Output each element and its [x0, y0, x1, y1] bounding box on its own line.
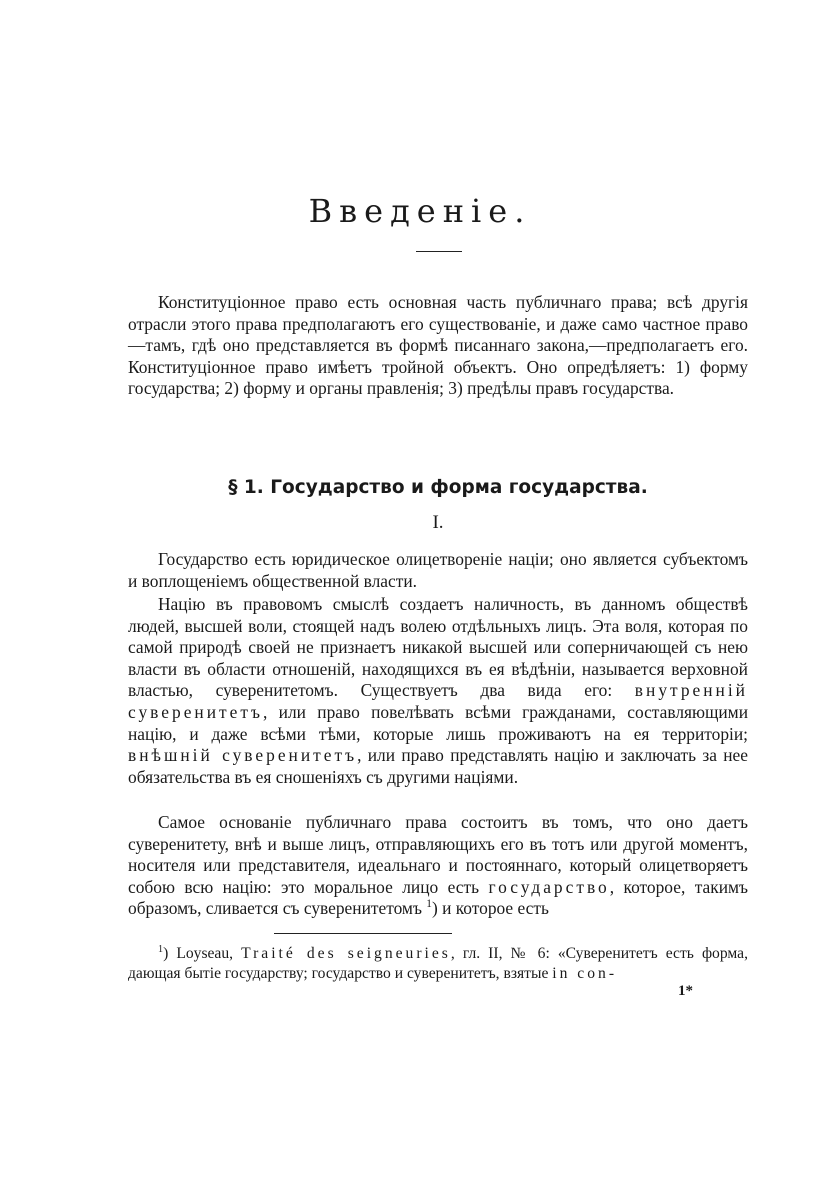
footnote-marker: 1 — [158, 943, 164, 955]
paragraph-2-part-a: Націю въ правовомъ смыслѣ создаетъ наличность, въ данномъ обществѣ людей, высшей воли, стоящей надъ волею отдѣльныхъ лицъ. Эта воля, которая по самой природѣ своей не признаетъ никакой высшей или соперничающей съ нею власти въ области отношеній, находящихся въ ея вѣдѣніи, называется верховной властью, суверенитетомъ. Существуетъ два вида его: — [128, 594, 748, 701]
term-state: государство — [488, 876, 610, 897]
footnote-part-b: , гл. II, № 6: «Суверенитетъ есть форма, дающая бытіе государству; государство и суверенитетъ, взятые — [128, 945, 748, 982]
footnote-book-title: Traité des seigneuries — [241, 945, 451, 962]
paragraph-3-part-b: , которое, такимъ образомъ, сливается съ суверенитетомъ — [128, 876, 748, 919]
term-internal-sovereignty: внутренній суверенитетъ — [128, 680, 748, 722]
paragraph-2-part-c: , или право представлять націю и заключать за нее обязательства въ ея сношеніяхъ съ другими націями. — [128, 745, 748, 787]
paragraph-3-part-a: Самое основаніе публичнаго права состоитъ въ томъ, что оно даетъ суверенитету, внѣ и выше лицъ, отправляющихъ его въ тотъ или другой моментъ, носителя или представителя, идеальнаго и постояннаго, который олицетворяетъ собою всю націю: это моральное лицо есть — [128, 812, 748, 897]
printer-signature-mark: 1* — [678, 983, 693, 999]
term-external-sovereignty: внѣшній суверенитетъ — [128, 745, 358, 766]
paragraph-2-part-b: , или право повелѣвать всѣми гражданами, составляющими націю, и даже всѣми тѣми, которые лишь проживаютъ на ея территоріи; — [128, 701, 748, 744]
footnote-reference[interactable]: 1 — [426, 898, 432, 911]
footnote-latin-term: in con- — [552, 965, 618, 982]
footnote-part-a: ) Loyseau, — [163, 945, 242, 962]
section-heading: § 1. Государство и форма государства. — [228, 477, 648, 498]
paragraph-3 — [128, 812, 748, 920]
footnote — [128, 944, 748, 984]
footnote-separator — [274, 933, 452, 934]
paragraph-2 — [128, 594, 748, 788]
intro-paragraph: Конституціонное право есть основная часть публичнаго права; всѣ другія отрасли этого права предполагаютъ его существованіе, и даже само частное право—тамъ, гдѣ оно представляется въ формѣ писаннаго закона,—предполагаетъ его. Конституціонное право имѣетъ тройной объектъ. Оно опредѣляетъ: 1) форму государства; 2) форму и органы правленія; 3) предѣлы правъ государства. — [128, 292, 748, 399]
title-underline — [416, 251, 462, 252]
paragraph-3-part-c: ) и которое есть — [431, 898, 549, 919]
paragraph-1: Государство есть юридическое олицетвореніе націи; оно является субъектомъ и воплощеніемъ общественной власти. — [128, 549, 748, 591]
page-title: Введеніе. — [308, 192, 532, 230]
subsection-number: I. — [432, 512, 444, 533]
